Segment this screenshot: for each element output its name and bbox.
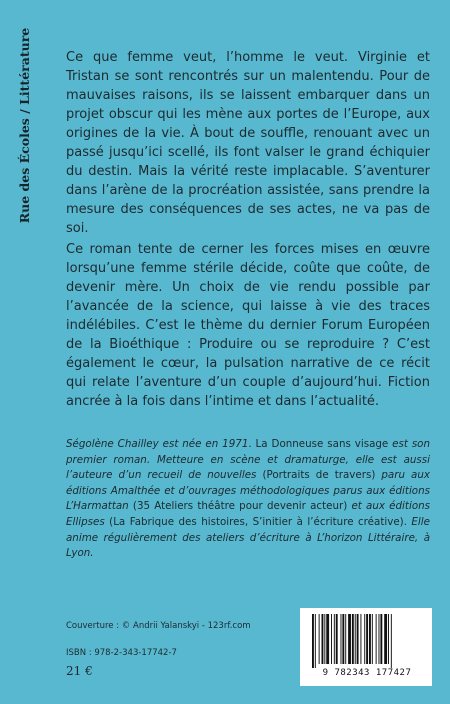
barcode-bar	[369, 614, 371, 664]
bio-segment: Elle anime régulièrement des ateliers d’écriture à L’horizon Littéraire, à Lyon.	[66, 515, 430, 560]
bio-segment: paru aux éditions Amalthée et d’ouvrages méthodologiques parus aux éditions L’Harmattan	[66, 469, 430, 513]
barcode-bar	[376, 614, 377, 664]
bio-segment: . La Donneuse sans visage	[248, 438, 393, 450]
barcode-bar	[315, 614, 316, 668]
barcode-bar	[326, 614, 329, 664]
bio-segment: est son premier roman. Metteure en scène et dramaturge, elle est aussi l’auteure d’un recueil de nouvelles	[66, 438, 431, 482]
barcode-bar	[324, 614, 325, 664]
bio-segment: (Portraits de travers)	[262, 469, 382, 482]
price-text: 21 €	[66, 664, 93, 678]
barcode-bar	[345, 614, 346, 664]
bio-segment: et aux éditions Ellipses	[66, 500, 431, 528]
barcode	[300, 608, 432, 686]
barcode-bar	[391, 614, 392, 668]
synopsis-paragraph-1: Ce que femme veut, l’homme le veut. Virginie et Tristan se sont rencontrés sur un malentendu. Pour de mauvaises raisons, ils se laissent embarquer dans un projet obscur qui les mène aux portes de l’Europe, aux origines de la vie. À bout de souffle, renouant avec un passé jusqu’ici scellé, ils font valser le grand échiquier du destin. Mais la vérité reste implacable. S’aventurer dans l’arène de la procréation assistée, sans prendre la mesure des conséquences de ses actes, ne va pas de soi.	[66, 50, 430, 236]
spine-label	[14, 20, 36, 230]
barcode-bar	[331, 614, 332, 664]
barcode-bar	[380, 614, 382, 664]
bio-segment: (35 Ateliers théâtre pour devenir acteur)	[132, 500, 352, 513]
bio-segment: est née en 1971	[158, 438, 249, 450]
barcode-bar	[312, 614, 314, 668]
isbn-text: ISBN : 978-2-343-17742-7	[66, 648, 177, 658]
bio-segment: Ségolène Chailley	[66, 438, 159, 450]
barcode-bar	[357, 614, 359, 664]
synopsis-paragraph-2: Ce roman tente de cerner les forces mises en œuvre lorsqu’une femme stérile décide, coûte que coûte, de devenir mère. Un choix de vie rendu possible par l’avancée de la science, qui laisse à vie des traces indélébiles. C’est le thème du dernier Forum Européen de la Bioéthique : Produire ou se reproduire ? C’est également le cœur, la pulsation narrative de ce récit qui relate l’aventure d’un couple d’aujourd’hui. Fiction ancrée à la fois dans l’intime et dans l’actualité.	[66, 242, 430, 409]
barcode-bar	[366, 614, 368, 664]
barcode-bar	[384, 614, 387, 664]
author-bio	[66, 437, 430, 562]
barcode-bar	[319, 614, 320, 664]
barcode-bar	[360, 614, 361, 664]
barcode-bars	[310, 614, 422, 668]
barcode-bar	[372, 614, 373, 664]
barcode-bar	[342, 614, 344, 664]
barcode-bar	[352, 614, 354, 664]
barcode-digits: 9 782343 177427	[322, 668, 412, 678]
barcode-bar	[322, 614, 324, 664]
barcode-bar	[336, 614, 338, 664]
bio-segment: (La Fabrique des histoires, S’initier à l’écriture créative).	[109, 515, 412, 528]
barcode-bar	[355, 614, 356, 664]
barcode-bar	[388, 614, 389, 664]
cover-credit: Couverture : © Andrii Yalanskyi - 123rf.com	[66, 621, 251, 631]
barcode-bar	[379, 614, 380, 664]
barcode-bar	[348, 614, 351, 664]
barcode-bar	[364, 614, 365, 664]
spine-text: Rue des Écoles / Littérature	[17, 27, 33, 223]
barcode-bar	[341, 614, 342, 664]
barcode-bar	[334, 614, 335, 664]
